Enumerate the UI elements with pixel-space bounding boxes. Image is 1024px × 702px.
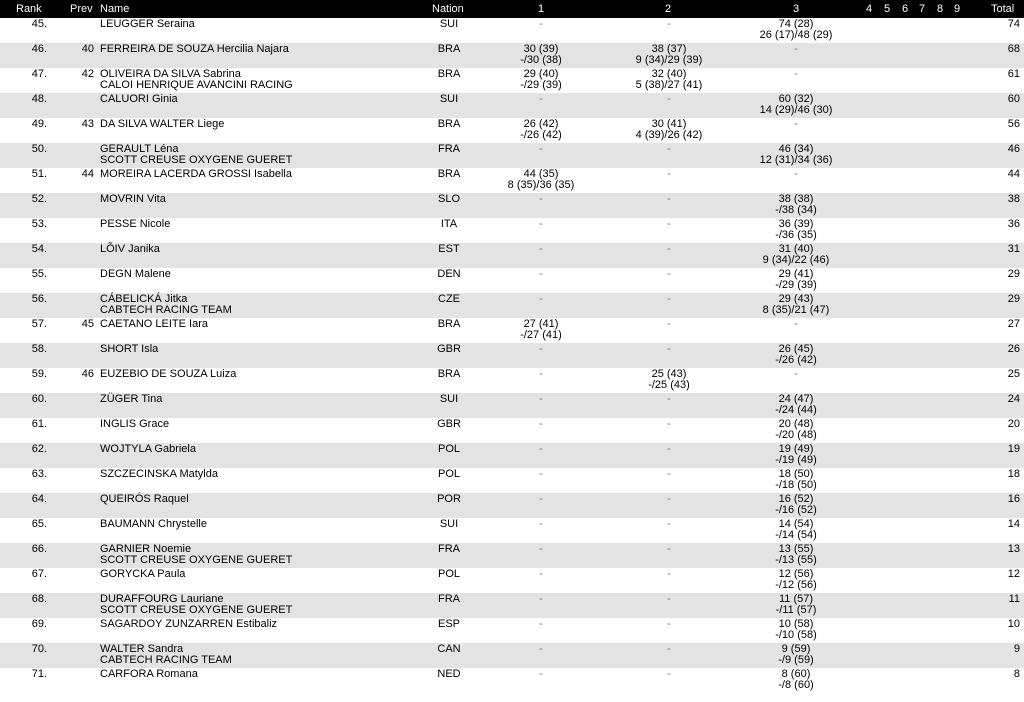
round1-points: - bbox=[539, 343, 543, 355]
table-row bbox=[0, 343, 1024, 368]
round3-detail: -/13 (55) bbox=[775, 554, 817, 566]
nation-cell: BRA bbox=[437, 43, 461, 55]
round3-points: 10 (58) bbox=[778, 618, 814, 630]
prev-rank-cell: 46 bbox=[81, 368, 94, 380]
rider-name: GERAULT Léna bbox=[100, 143, 179, 155]
round3-detail: 12 (31)/34 (36) bbox=[759, 154, 833, 166]
nation-cell: POL bbox=[437, 568, 461, 580]
rider-name: INGLIS Grace bbox=[100, 418, 170, 430]
round2-points: - bbox=[667, 443, 671, 455]
round1-detail: 8 (35)/36 (35) bbox=[507, 179, 575, 191]
rider-name: SHORT Isla bbox=[100, 343, 159, 355]
total-points: 60 bbox=[1007, 93, 1020, 105]
col-round8-header: 8 bbox=[937, 3, 944, 15]
prev-rank-cell: 42 bbox=[81, 68, 94, 80]
round3-detail: -/26 (42) bbox=[775, 354, 817, 366]
team-name: SCOTT CREUSE OXYGENE GUERET bbox=[100, 154, 293, 166]
round3-points: 36 (39) bbox=[778, 218, 814, 230]
table-row bbox=[0, 493, 1024, 518]
table-row bbox=[0, 418, 1024, 443]
nation-cell: ESP bbox=[437, 618, 461, 630]
total-points: 46 bbox=[1007, 143, 1020, 155]
col-nation-header: Nation bbox=[432, 3, 464, 15]
prev-rank-cell: 44 bbox=[81, 168, 94, 180]
round3-points: 13 (55) bbox=[778, 543, 814, 555]
round1-points: - bbox=[539, 193, 543, 205]
round2-points: - bbox=[667, 268, 671, 280]
table-row bbox=[0, 593, 1024, 618]
rank-cell: 56. bbox=[31, 293, 47, 305]
round1-points: - bbox=[539, 143, 543, 155]
nation-cell: BRA bbox=[437, 168, 461, 180]
round2-points: - bbox=[667, 393, 671, 405]
round3-points: 29 (41) bbox=[778, 268, 814, 280]
total-points: 27 bbox=[1007, 318, 1020, 330]
total-points: 29 bbox=[1007, 293, 1020, 305]
nation-cell: SLO bbox=[437, 193, 461, 205]
col-round2-header: 2 bbox=[665, 3, 672, 15]
round3-points: - bbox=[794, 118, 798, 130]
total-points: 19 bbox=[1007, 443, 1020, 455]
total-points: 8 bbox=[1013, 668, 1020, 680]
total-points: 13 bbox=[1007, 543, 1020, 555]
round1-points: - bbox=[539, 393, 543, 405]
table-row bbox=[0, 393, 1024, 418]
total-points: 9 bbox=[1013, 643, 1020, 655]
round3-points: 16 (52) bbox=[778, 493, 814, 505]
table-row bbox=[0, 318, 1024, 343]
nation-cell: GBR bbox=[437, 343, 461, 355]
total-points: 18 bbox=[1007, 468, 1020, 480]
rider-name: LEUGGER Seraina bbox=[100, 18, 195, 30]
rank-cell: 53. bbox=[31, 218, 47, 230]
nation-cell: CAN bbox=[437, 643, 461, 655]
rider-name: MOREIRA LACERDA GROSSI Isabella bbox=[100, 168, 292, 180]
rider-name: BAUMANN Chrystelle bbox=[100, 518, 207, 530]
round3-detail: -/14 (54) bbox=[775, 529, 817, 541]
round3-points: - bbox=[794, 68, 798, 80]
total-points: 24 bbox=[1007, 393, 1020, 405]
rider-name: SAGARDOY ZUNZARREN Estibaliz bbox=[100, 618, 278, 630]
round2-points: 32 (40) bbox=[651, 68, 687, 80]
rider-name: WOJTYLA Gabriela bbox=[100, 443, 196, 455]
nation-cell: POL bbox=[437, 443, 461, 455]
prev-rank-cell: 40 bbox=[81, 43, 94, 55]
round3-detail: -/29 (39) bbox=[775, 279, 817, 291]
table-row bbox=[0, 293, 1024, 318]
round2-points: - bbox=[667, 493, 671, 505]
nation-cell: GBR bbox=[437, 418, 461, 430]
rider-name: FERREIRA DE SOUZA Hercilia Najara bbox=[100, 43, 289, 55]
round3-points: 38 (38) bbox=[778, 193, 814, 205]
rank-cell: 54. bbox=[31, 243, 47, 255]
rider-name: DURAFFOURG Lauriane bbox=[100, 593, 224, 605]
nation-cell: SUI bbox=[439, 93, 459, 105]
rider-name: CAETANO LEITE Iara bbox=[100, 318, 208, 330]
round3-detail: 14 (29)/46 (30) bbox=[759, 104, 833, 116]
round2-points: - bbox=[667, 418, 671, 430]
round2-points: - bbox=[667, 668, 671, 680]
total-points: 11 bbox=[1008, 593, 1020, 605]
team-name: SCOTT CREUSE OXYGENE GUERET bbox=[100, 604, 293, 616]
round3-points: - bbox=[794, 168, 798, 180]
col-round6-header: 6 bbox=[902, 3, 909, 15]
round1-points: - bbox=[539, 268, 543, 280]
table-row bbox=[0, 168, 1024, 193]
nation-cell: ITA bbox=[440, 218, 458, 230]
nation-cell: CZE bbox=[438, 293, 460, 305]
total-points: 16 bbox=[1007, 493, 1020, 505]
round2-points: - bbox=[667, 343, 671, 355]
table-row bbox=[0, 518, 1024, 543]
nation-cell: NED bbox=[437, 668, 461, 680]
col-round3-header: 3 bbox=[793, 3, 800, 15]
total-points: 14 bbox=[1007, 518, 1020, 530]
table-row bbox=[0, 143, 1024, 168]
round3-detail: -/20 (48) bbox=[775, 429, 817, 441]
nation-cell: BRA bbox=[437, 368, 461, 380]
rank-cell: 47. bbox=[31, 68, 47, 80]
rider-name: EUZEBIO DE SOUZA Luiza bbox=[100, 368, 237, 380]
rank-cell: 67. bbox=[31, 568, 47, 580]
rider-name: CALUORI Ginia bbox=[100, 93, 178, 105]
col-rank-header: Rank bbox=[16, 3, 42, 15]
rank-cell: 68. bbox=[31, 593, 47, 605]
round1-points: - bbox=[539, 543, 543, 555]
round3-points: 60 (32) bbox=[778, 93, 814, 105]
round2-points: - bbox=[667, 143, 671, 155]
round1-points: 29 (40) bbox=[523, 68, 559, 80]
col-round7-header: 7 bbox=[919, 3, 926, 15]
rider-name: WALTER Sandra bbox=[100, 643, 184, 655]
table-row bbox=[0, 568, 1024, 593]
round3-detail: -/16 (52) bbox=[775, 504, 817, 516]
round1-points: - bbox=[539, 93, 543, 105]
round1-detail: -/29 (39) bbox=[520, 79, 562, 91]
round3-detail: 26 (17)/48 (29) bbox=[759, 29, 833, 41]
round3-points: 18 (50) bbox=[778, 468, 814, 480]
round3-detail: -/38 (34) bbox=[775, 204, 817, 216]
rank-cell: 63. bbox=[31, 468, 47, 480]
round2-points: - bbox=[667, 543, 671, 555]
prev-rank-cell: 45 bbox=[81, 318, 94, 330]
round1-points: - bbox=[539, 418, 543, 430]
round3-points: - bbox=[794, 368, 798, 380]
rank-cell: 55. bbox=[31, 268, 47, 280]
col-round4-header: 4 bbox=[866, 3, 873, 15]
nation-cell: POR bbox=[437, 493, 461, 505]
round1-points: 30 (39) bbox=[523, 43, 559, 55]
round3-detail: -/19 (49) bbox=[775, 454, 817, 466]
rank-cell: 57. bbox=[31, 318, 47, 330]
rank-cell: 46. bbox=[31, 43, 47, 55]
rider-name: CARFORA Romana bbox=[100, 668, 198, 680]
table-row bbox=[0, 368, 1024, 393]
col-round1-header: 1 bbox=[538, 3, 545, 15]
rider-name: QUEIRÓS Raquel bbox=[100, 493, 189, 505]
round2-points: - bbox=[667, 468, 671, 480]
rider-name: CÁBELICKÁ Jitka bbox=[100, 293, 188, 305]
round1-detail: -/27 (41) bbox=[520, 329, 562, 341]
table-row bbox=[0, 18, 1024, 43]
total-points: 31 bbox=[1007, 243, 1020, 255]
nation-cell: DEN bbox=[437, 268, 461, 280]
round3-detail: 8 (35)/21 (47) bbox=[762, 304, 830, 316]
table-row bbox=[0, 618, 1024, 643]
total-points: 25 bbox=[1007, 368, 1020, 380]
table-row bbox=[0, 243, 1024, 268]
total-points: 29 bbox=[1007, 268, 1020, 280]
round3-points: - bbox=[794, 318, 798, 330]
round1-points: - bbox=[539, 493, 543, 505]
team-name: SCOTT CREUSE OXYGENE GUERET bbox=[100, 554, 293, 566]
round3-points: 19 (49) bbox=[778, 443, 814, 455]
col-prev-header: Prev bbox=[70, 3, 93, 15]
total-points: 44 bbox=[1007, 168, 1020, 180]
rider-name: MOVRIN Vita bbox=[100, 193, 166, 205]
table-row bbox=[0, 543, 1024, 568]
col-round5-header: 5 bbox=[884, 3, 891, 15]
nation-cell: EST bbox=[438, 243, 460, 255]
rider-name: GORYCKA Paula bbox=[100, 568, 186, 580]
round3-detail: 9 (34)/22 (46) bbox=[762, 254, 830, 266]
rank-cell: 66. bbox=[31, 543, 47, 555]
table-row bbox=[0, 268, 1024, 293]
round1-points: - bbox=[539, 618, 543, 630]
prev-rank-cell: 43 bbox=[81, 118, 94, 130]
rider-name: DEGN Malene bbox=[100, 268, 171, 280]
round2-points: - bbox=[667, 618, 671, 630]
round2-detail: -/25 (43) bbox=[648, 379, 690, 391]
rank-cell: 64. bbox=[31, 493, 47, 505]
round1-points: - bbox=[539, 243, 543, 255]
total-points: 56 bbox=[1007, 118, 1020, 130]
team-name: CABTECH RACING TEAM bbox=[100, 304, 232, 316]
rank-cell: 69. bbox=[31, 618, 47, 630]
rank-cell: 62. bbox=[31, 443, 47, 455]
round3-detail: -/11 (57) bbox=[775, 604, 817, 616]
round2-points: - bbox=[667, 293, 671, 305]
col-round9-header: 9 bbox=[954, 3, 961, 15]
round2-points: 25 (43) bbox=[651, 368, 687, 380]
round1-points: - bbox=[539, 443, 543, 455]
rank-cell: 60. bbox=[31, 393, 47, 405]
round1-points: - bbox=[539, 518, 543, 530]
nation-cell: SUI bbox=[439, 18, 459, 30]
round1-points: 27 (41) bbox=[523, 318, 559, 330]
round3-points: 11 (57) bbox=[778, 593, 814, 605]
round2-points: - bbox=[667, 18, 671, 30]
round2-detail: 4 (39)/26 (42) bbox=[635, 129, 703, 141]
rank-cell: 51. bbox=[31, 168, 47, 180]
rank-cell: 71. bbox=[31, 668, 47, 680]
round2-points: - bbox=[667, 593, 671, 605]
table-row bbox=[0, 643, 1024, 668]
round3-points: 9 (59) bbox=[781, 643, 811, 655]
round2-points: 30 (41) bbox=[651, 118, 687, 130]
total-points: 26 bbox=[1007, 343, 1020, 355]
rank-cell: 49. bbox=[31, 118, 47, 130]
table-row bbox=[0, 668, 1024, 693]
round2-points: - bbox=[667, 243, 671, 255]
round3-points: 26 (45) bbox=[778, 343, 814, 355]
round1-points: 26 (42) bbox=[523, 118, 559, 130]
round2-detail: 9 (34)/29 (39) bbox=[635, 54, 703, 66]
rank-cell: 52. bbox=[31, 193, 47, 205]
table-row bbox=[0, 468, 1024, 493]
round1-points: - bbox=[539, 643, 543, 655]
round2-points: - bbox=[667, 568, 671, 580]
round3-detail: -/8 (60) bbox=[778, 679, 814, 691]
col-name-header: Name bbox=[100, 3, 130, 15]
round3-detail: -/24 (44) bbox=[775, 404, 817, 416]
nation-cell: FRA bbox=[438, 543, 460, 555]
rank-cell: 70. bbox=[31, 643, 47, 655]
rank-cell: 65. bbox=[31, 518, 47, 530]
round3-detail: -/36 (35) bbox=[775, 229, 817, 241]
rider-name: GARNIER Noemie bbox=[100, 543, 192, 555]
table-row bbox=[0, 193, 1024, 218]
rider-name: LÕIV Janika bbox=[100, 243, 160, 255]
round2-points: - bbox=[667, 93, 671, 105]
rank-cell: 48. bbox=[31, 93, 47, 105]
total-points: 12 bbox=[1007, 568, 1020, 580]
col-total-header: Total bbox=[991, 3, 1015, 15]
rank-cell: 50. bbox=[31, 143, 47, 155]
round2-points: - bbox=[667, 193, 671, 205]
round1-points: - bbox=[539, 593, 543, 605]
table-body bbox=[0, 18, 1024, 693]
nation-cell: BRA bbox=[437, 118, 461, 130]
total-points: 38 bbox=[1007, 193, 1020, 205]
round3-points: 8 (60) bbox=[781, 668, 811, 680]
round1-detail: -/30 (38) bbox=[520, 54, 562, 66]
round3-points: 20 (48) bbox=[778, 418, 814, 430]
total-points: 74 bbox=[1007, 18, 1020, 30]
round3-detail: -/10 (58) bbox=[775, 629, 817, 641]
round3-points: 31 (40) bbox=[778, 243, 814, 255]
rider-name: DA SILVA WALTER Liege bbox=[100, 118, 225, 130]
table-row bbox=[0, 218, 1024, 243]
total-points: 68 bbox=[1007, 43, 1020, 55]
round3-points: 46 (34) bbox=[778, 143, 814, 155]
table-row bbox=[0, 93, 1024, 118]
round1-points: - bbox=[539, 18, 543, 30]
round3-points: 14 (54) bbox=[778, 518, 814, 530]
nation-cell: BRA bbox=[437, 318, 461, 330]
round2-points: - bbox=[667, 168, 671, 180]
rider-name: PESSE Nicole bbox=[100, 218, 171, 230]
round2-points: - bbox=[667, 643, 671, 655]
total-points: 20 bbox=[1007, 418, 1020, 430]
total-points: 36 bbox=[1007, 218, 1020, 230]
rank-cell: 61. bbox=[31, 418, 47, 430]
round1-points: - bbox=[539, 568, 543, 580]
round1-points: - bbox=[539, 293, 543, 305]
nation-cell: POL bbox=[437, 468, 461, 480]
round1-detail: -/26 (42) bbox=[520, 129, 562, 141]
round3-points: 12 (56) bbox=[778, 568, 814, 580]
round3-detail: -/18 (50) bbox=[775, 479, 817, 491]
rider-name: OLIVEIRA DA SILVA Sabrina bbox=[100, 68, 241, 80]
round3-detail: -/9 (59) bbox=[778, 654, 814, 666]
round3-points: 24 (47) bbox=[778, 393, 814, 405]
rider-name: SZCZECINSKA Matylda bbox=[100, 468, 218, 480]
round3-detail: -/12 (56) bbox=[775, 579, 817, 591]
round2-points: - bbox=[667, 318, 671, 330]
nation-cell: BRA bbox=[437, 68, 461, 80]
round2-points: 38 (37) bbox=[651, 43, 687, 55]
table-row bbox=[0, 443, 1024, 468]
rider-name: ZÜGER Tina bbox=[100, 393, 163, 405]
round2-detail: 5 (38)/27 (41) bbox=[635, 79, 703, 91]
round1-points: - bbox=[539, 368, 543, 380]
total-points: 10 bbox=[1007, 618, 1020, 630]
nation-cell: FRA bbox=[438, 593, 460, 605]
round2-points: - bbox=[667, 218, 671, 230]
rank-cell: 45. bbox=[31, 18, 47, 30]
nation-cell: SUI bbox=[439, 518, 459, 530]
round1-points: - bbox=[539, 468, 543, 480]
table-row bbox=[0, 68, 1024, 93]
round1-points: 44 (35) bbox=[523, 168, 559, 180]
round1-points: - bbox=[539, 668, 543, 680]
total-points: 61 bbox=[1007, 68, 1020, 80]
round3-points: 29 (43) bbox=[778, 293, 814, 305]
round3-points: - bbox=[794, 43, 798, 55]
round1-points: - bbox=[539, 218, 543, 230]
rank-cell: 58. bbox=[31, 343, 47, 355]
team-name: CALOI HENRIQUE AVANCINI RACING bbox=[100, 79, 293, 91]
nation-cell: SUI bbox=[439, 393, 459, 405]
table-row bbox=[0, 43, 1024, 68]
rank-cell: 59. bbox=[31, 368, 47, 380]
round3-points: 74 (28) bbox=[778, 18, 814, 30]
nation-cell: FRA bbox=[438, 143, 460, 155]
round2-points: - bbox=[667, 518, 671, 530]
team-name: CABTECH RACING TEAM bbox=[100, 654, 232, 666]
table-header bbox=[0, 0, 1024, 18]
table-row bbox=[0, 118, 1024, 143]
